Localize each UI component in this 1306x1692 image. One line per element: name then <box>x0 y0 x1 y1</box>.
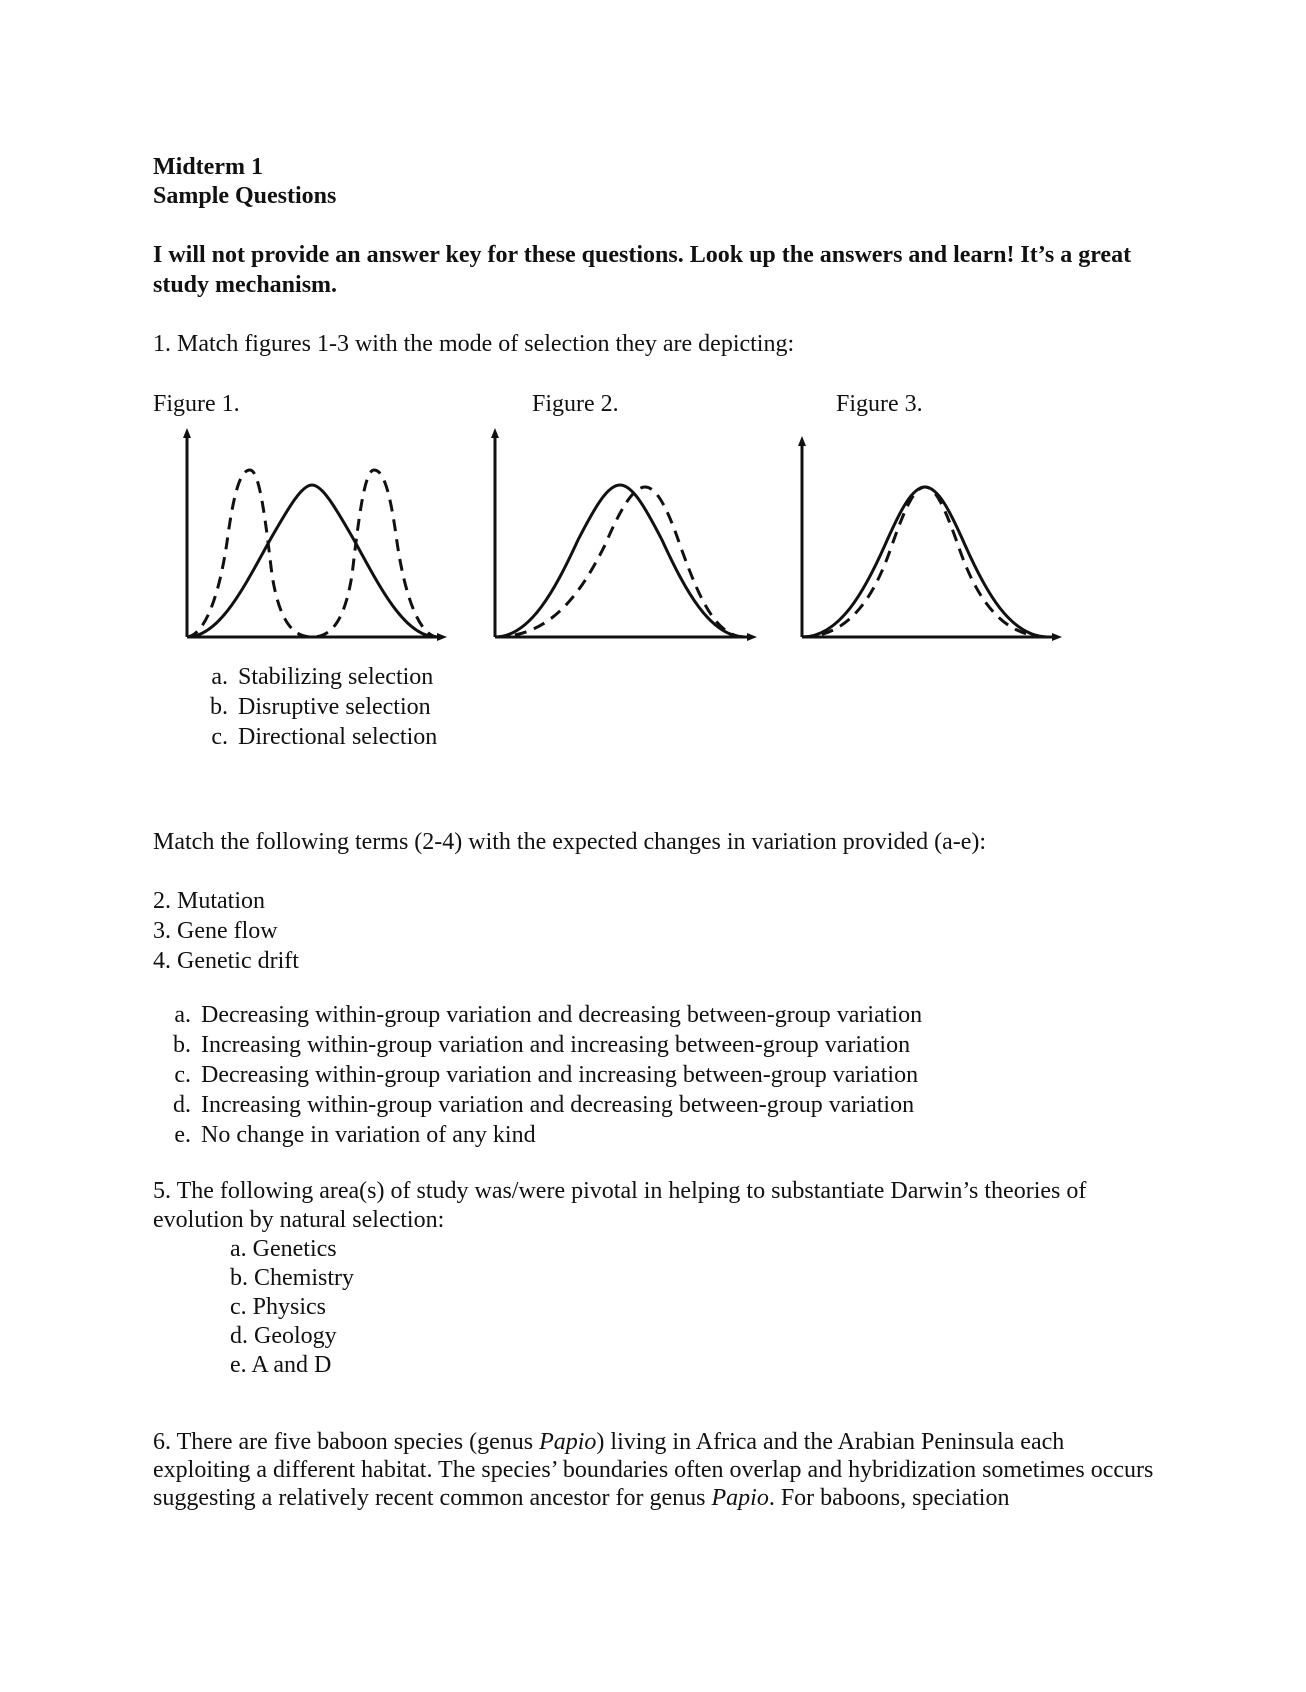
option-d: d. Geology <box>230 1323 337 1349</box>
figure-3-label: Figure 3. <box>836 391 923 417</box>
term-gene-flow: 3. Gene flow <box>153 918 278 944</box>
match-instructions: Match the following terms (2-4) with the expected changes in variation provided (a-e): <box>153 829 987 855</box>
figure-3-graph <box>798 436 1062 641</box>
question-5-options <box>230 1234 354 1379</box>
term-genetic-drift: 4. Genetic drift <box>153 948 299 974</box>
option-b: b. Chemistry <box>230 1265 354 1291</box>
option-e: e. A and D <box>230 1352 332 1378</box>
question-5-prompt: 5. The following area(s) of study was/were pivotal in helping to substantiate Darwin’s theories of evolution by natural selection: <box>153 1178 1087 1233</box>
page-title: Midterm 1 <box>153 154 263 180</box>
option-a: a. Genetics <box>230 1236 337 1262</box>
question-1-prompt: 1. Match figures 1-3 with the mode of selection they are depicting: <box>153 331 795 357</box>
genus-name: Papio <box>711 1485 769 1511</box>
figure-2-graph <box>491 428 757 641</box>
page-subtitle: Sample Questions <box>153 183 337 209</box>
question-6-prompt: 6. There are five baboon species (genus Papio) living in Africa and the Arabian Peninsula each exploiting a different habitat. The species’ boundaries often overlap and hybridization sometimes occurs suggesting a relatively recent common ancestor for genus Papio. For baboons, speciation <box>153 1429 1154 1511</box>
figure-1-label: Figure 1. <box>153 391 240 417</box>
document-page: Midterm 1 Sample Questions I will not provide an answer key for these questions. Look up the answers and learn! It’s a great study mechanism. 1. Match figures 1-3 with the mode of selection they are depicting: Figure 1. Figure 2. Figure 3. a. Stabilizing selection b. Disruptive selection c. Directional selection Match the following terms (2-4) with the expected changes in variation provided (a-e): 2. Mutation 3. Gene flow 4. Genetic drift a. Decreasing within-group variation and decreasing between-group variation b. Increasing within-group variation and increasing between-group variation c. Decreasing within-group variation and increasing between-group variation d. Increasing within-group variation and decreasing between-group variation e. No change in variation of any kind 5. The following area(s) of study was/were pivotal in helping to substantiate Darwin’s theories of evolution by natural selection: a. Genetics b. Chemistry c. Physics d. Geology e. A and D 6. There are five baboon species (genus Papio) living in Africa and the Arabian Peninsula each exploiting a different habitat. The species’ boundaries often overlap and hybridization sometimes occurs suggesting a relatively recent common ancestor for genus Papio. For baboons, speciation <box>0 0 1306 1692</box>
selection-figures <box>150 425 1090 655</box>
term-list <box>153 886 299 976</box>
instructions-note: I will not provide an answer key for these questions. Look up the answers and learn! It’s a great study mechanism. <box>153 242 1132 298</box>
option-c: c. Physics <box>230 1294 326 1320</box>
genus-name: Papio <box>539 1429 597 1455</box>
figure-1-graph <box>183 428 447 641</box>
term-mutation: 2. Mutation <box>153 888 265 914</box>
figure-2-label: Figure 2. <box>532 391 619 417</box>
